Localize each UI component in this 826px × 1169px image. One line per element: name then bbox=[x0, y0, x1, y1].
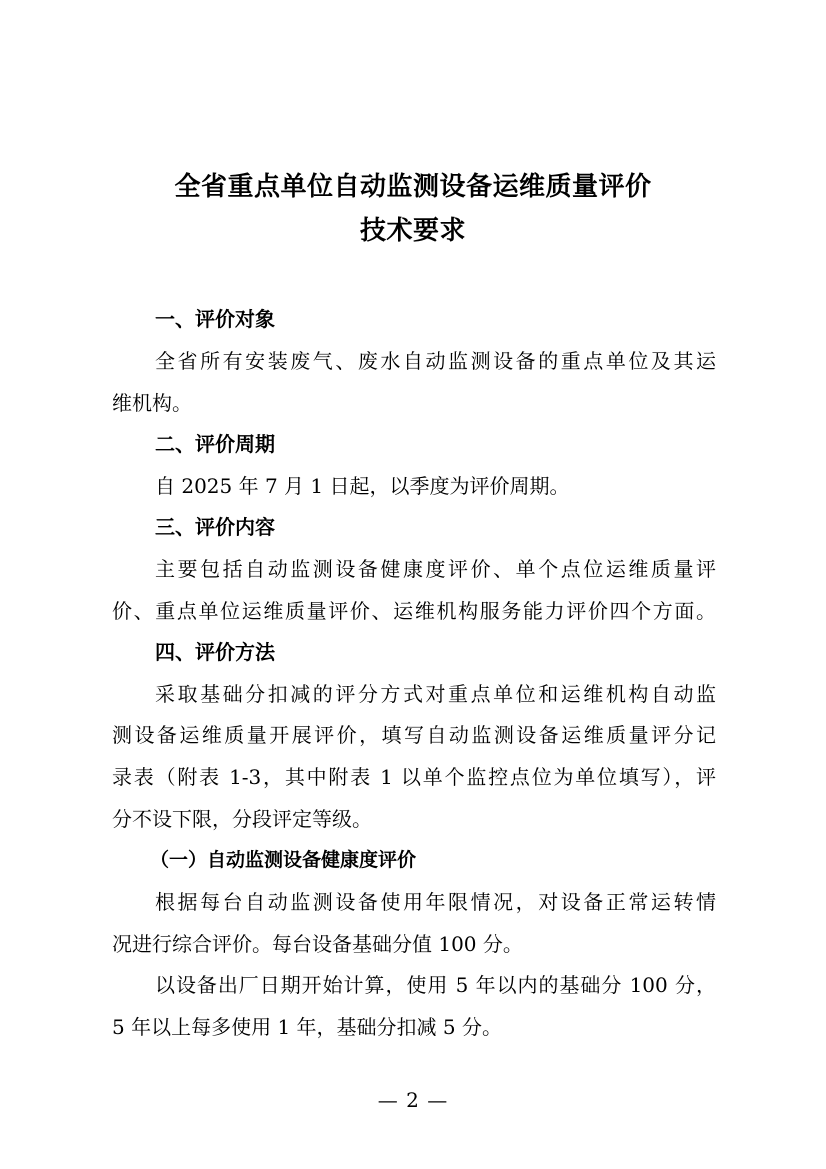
paragraph-line: 根据每台自动监测设备使用年限情况，对设备正常运转情 bbox=[155, 890, 716, 914]
paragraph-line: 采取基础分扣减的评分方式对重点单位和运维机构自动监 bbox=[155, 682, 716, 706]
paragraph-line: 主要包括自动监测设备健康度评价、单个点位运维质量评 bbox=[155, 557, 716, 581]
section-heading-evaluation-method: 四、评价方法 bbox=[155, 640, 275, 664]
document-title-line1: 全省重点单位自动监测设备运维质量评价 bbox=[174, 172, 652, 202]
paragraph-line: 录表（附表 1-3，其中附表 1 以单个监控点位为单位填写），评 bbox=[112, 765, 716, 789]
paragraph-line: 维机构。 bbox=[112, 391, 192, 415]
section-heading-evaluation-period: 二、评价周期 bbox=[155, 432, 275, 456]
paragraph-line: 以设备出厂日期开始计算，使用 5 年以内的基础分 100 分， bbox=[155, 973, 716, 997]
paragraph-line: 分不设下限，分段评定等级。 bbox=[112, 807, 372, 831]
paragraph-line: 自 2025 年 7 月 1 日起，以季度为评价周期。 bbox=[155, 474, 570, 498]
paragraph-line: 5 年以上每多使用 1 年，基础分扣减 5 分。 bbox=[112, 1015, 502, 1039]
section-heading-evaluation-object: 一、评价对象 bbox=[155, 307, 275, 331]
paragraph-line: 测设备运维质量开展评价，填写自动监测设备运维质量评分记 bbox=[112, 723, 716, 747]
paragraph-line: 况进行综合评价。每台设备基础分值 100 分。 bbox=[112, 932, 523, 956]
section-heading-evaluation-content: 三、评价内容 bbox=[155, 515, 275, 539]
document-title-line2: 技术要求 bbox=[359, 216, 466, 246]
subsection-heading-device-health: （一）自动监测设备健康度评价 bbox=[150, 849, 417, 871]
paragraph-line: 价、重点单位运维质量评价、运维机构服务能力评价四个方面。 bbox=[112, 599, 716, 623]
page-number: — 2 — bbox=[377, 1088, 449, 1112]
paragraph-line: 全省所有安装废气、废水自动监测设备的重点单位及其运 bbox=[155, 349, 716, 373]
